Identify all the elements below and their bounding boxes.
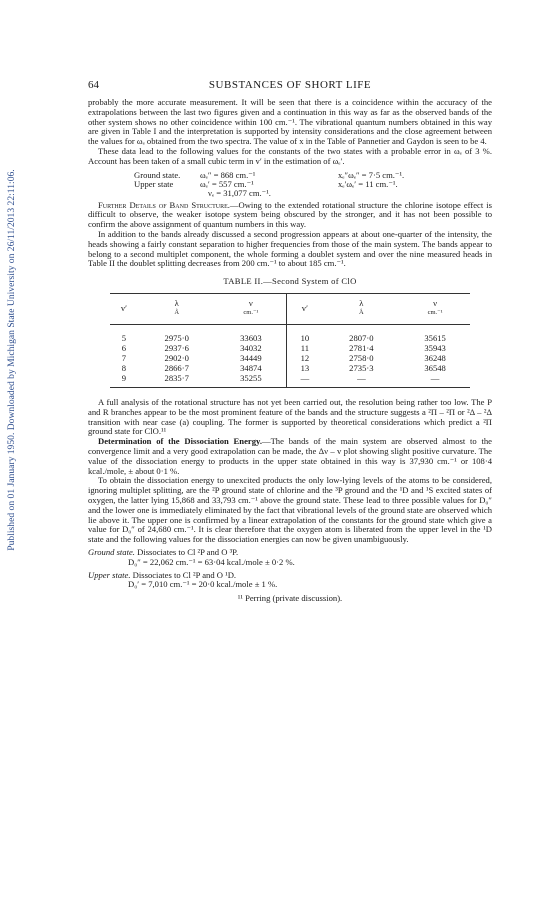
footnote: ¹¹ Perring (private discussion). — [237, 593, 343, 604]
table-cell: 2735·3 — [349, 362, 374, 373]
table-cell: — — [357, 372, 366, 383]
header-symbol: ν — [433, 297, 438, 308]
table-cell: 34874 — [240, 362, 262, 373]
table-cell: 2937·6 — [164, 342, 189, 353]
result-value: D₀″ = 22,062 cm.⁻¹ = 63·04 kcal./mole ± 0·2 %. — [128, 556, 295, 567]
header-unit: cm.⁻¹ — [427, 308, 443, 316]
table-cell: 2781·4 — [349, 342, 374, 353]
table-row — [110, 324, 470, 343]
paragraph-text: —The bands of the main system are observed almost to the convergence limit and a very good extrapolation can be made, the Δν – v plot showing slight positive curvature. The value of the dissociation energy to products in the upper state obtained in this way is 37,930 cm.⁻¹ or 108·4 kcal./mole, ± about 0·1 %. — [88, 436, 492, 476]
table-cell: 36548 — [424, 362, 446, 373]
column-header — [216, 293, 287, 324]
header-symbol: λ — [359, 297, 364, 308]
table-row — [110, 343, 470, 353]
page-header — [88, 79, 492, 95]
ground-state-result — [88, 548, 492, 568]
table-cell: 6 — [121, 342, 127, 353]
table-cell: 2975·0 — [164, 332, 189, 343]
paragraph: These data lead to the following values for the constants of the two states with a probable error in ωₑ of 3 %. Account has been taken of a small cubic term in v′ in the estimation of ωₑ′. — [88, 145, 492, 166]
table-cell: 36248 — [424, 352, 446, 363]
table-row — [110, 373, 470, 388]
upper-omega: ωₑ′ = 557 cm.⁻¹ — [200, 178, 254, 189]
ground-anharmonicity: xₑ″ωₑ″ = 7·5 cm.⁻¹. — [338, 169, 405, 180]
table-header-row — [110, 293, 470, 324]
header-symbol: ν — [248, 297, 253, 308]
upper-state-result — [88, 571, 492, 591]
header-unit: cm.⁻¹ — [243, 308, 259, 316]
table-cell: — — [287, 373, 323, 388]
table-title: TABLE II.—Second System of ClO — [223, 276, 357, 287]
ground-omega: ωₑ″ = 868 cm.⁻¹ — [200, 169, 256, 180]
running-title: SUBSTANCES OF SHORT LIFE — [208, 79, 372, 91]
paragraph: In addition to the bands already discussed a second progression appears at about one-quarter of the intensity, the heads showing a fairly constant separation to higher frequencies from those of the main system. The bands appear to belong to a second multiplet component, the whole forming a doublet system and over the nine measured heads in Table II the doublet splitting decreases from 200 cm.⁻¹ to about 185 cm.⁻¹. — [88, 228, 492, 269]
table-cell: 34449 — [240, 352, 262, 363]
data-table — [110, 293, 470, 388]
table-cell: 2835·7 — [164, 372, 189, 383]
table-cell: — — [430, 372, 440, 383]
paragraph — [88, 201, 492, 230]
result-label: Ground state. — [88, 546, 135, 557]
paragraph: A full analysis of the rotational structure has not yet been carried out, the resolution being rather too low. The P and R branches appear to be the most prominent feature of the bands and the structure suggests a ²Π – ²Π or ²Δ – ²Δ transition with near case (a) coupling. The former is supported by theoretical considerations which predict a ²Π ground state for ClO.¹¹ — [88, 396, 492, 437]
result-text: Dissociates to Cl ²P and O ³P. — [137, 546, 239, 557]
table-cell: 35255 — [240, 372, 262, 383]
column-header: v′ — [287, 293, 323, 324]
section-heading: Further Details of Band Structure. — [98, 199, 230, 210]
result-text: Dissociates to Cl ²P and O ¹D. — [132, 569, 237, 580]
table-cell: 35615 — [424, 332, 446, 343]
band-origin: νₑ = 31,077 cm.⁻¹. — [208, 187, 271, 198]
table-cell: 11 — [287, 343, 323, 353]
provenance-sidebar — [6, 60, 18, 660]
table-cell: 8 — [121, 362, 127, 373]
table-cell: 33603 — [240, 332, 262, 343]
result-value: D₀′ = 7,010 cm.⁻¹ = 20·0 kcal./mole ± 1 %. — [128, 579, 278, 590]
paragraph: To obtain the dissociation energy to unexcited products the only low-lying levels of the atoms to be considered, ignoring multiplet splitting, are the ²P ground state of chlorine and the ³P ground and the ¹D and ¹S excited states of oxygen, the latter lying 15,868 and 33,793 cm.⁻¹ above the ground state. These lead to three possible values for D₀″ and the lower one is immediately eliminated by the fact that vibrational levels of the ground state are observed which lie above it. The upper one is confirmed by a linear extrapolation of the constants for the ground state which give a value for D₀″ of 24,680 cm.⁻¹. It is clear therefore that the oxygen atom is liberated from the upper level in the ¹D state and the following values for the dissociation energies can now be given unambiguously. — [88, 475, 492, 545]
column-header: v′ — [120, 302, 128, 313]
table-cell: 34032 — [240, 342, 262, 353]
result-label: Upper state. — [88, 569, 131, 580]
header-unit: Å — [359, 308, 364, 316]
table-cell: 2758·0 — [349, 352, 374, 363]
section-heading: Determination of the Dissociation Energy. — [98, 436, 262, 447]
upper-anharmonicity: xₑ′ωₑ′ = 11 cm.⁻¹. — [338, 178, 398, 189]
table-cell: 2807·0 — [349, 332, 374, 343]
page-number: 64 — [88, 79, 99, 91]
column-header — [138, 293, 216, 324]
ground-state-label: Ground state. — [134, 169, 181, 180]
article-body — [88, 98, 492, 604]
header-unit: Å — [174, 308, 180, 316]
table-row — [110, 353, 470, 363]
upper-state-label: Upper state — [134, 178, 174, 189]
header-symbol: λ — [174, 297, 179, 308]
after-table-section — [88, 398, 492, 604]
column-header — [400, 293, 470, 324]
table-cell: 5 — [121, 332, 127, 343]
paragraph — [88, 437, 492, 476]
table-cell: 13 — [287, 363, 323, 373]
table-row — [110, 363, 470, 373]
table-cell: 10 — [287, 324, 323, 343]
table-cell: 2902·0 — [164, 352, 189, 363]
table-cell: 2866·7 — [164, 362, 189, 373]
paragraph: probably the more accurate measurement. It will be seen that there is a coincidence within the accuracy of the extrapolations between the last two figures given and a continuation in this way as far as the observed bands of the other system shows no other coincidence within 100 cm.⁻¹. The vibrational quantum numbers obtained in this way are given in Table I and the interpretation is supported by intensity considerations and the close agreement between the values for ωₑ obtained from the two spectra. The value of x in the Table of Pannetier and Gaydon is seen to be 4. — [88, 97, 492, 147]
column-header — [323, 293, 401, 324]
table-cell: 12 — [287, 353, 323, 363]
constants-block — [88, 169, 492, 199]
table-cell: 35943 — [424, 342, 446, 353]
paragraph-text: —Owing to the extended rotational structure the chlorine isotope effect is difficult to observe, the weaker isotope system being obscured by the stronger, and it has not been possible to confirm the above assignment of quantum numbers in this way. — [88, 199, 492, 230]
table-cell: 7 — [121, 352, 127, 363]
provenance-text: Published on 01 January 1950. Downloaded by Michigan State University on 26/11/2013 22:11:06. — [6, 169, 17, 551]
table-cell: 9 — [121, 372, 127, 383]
